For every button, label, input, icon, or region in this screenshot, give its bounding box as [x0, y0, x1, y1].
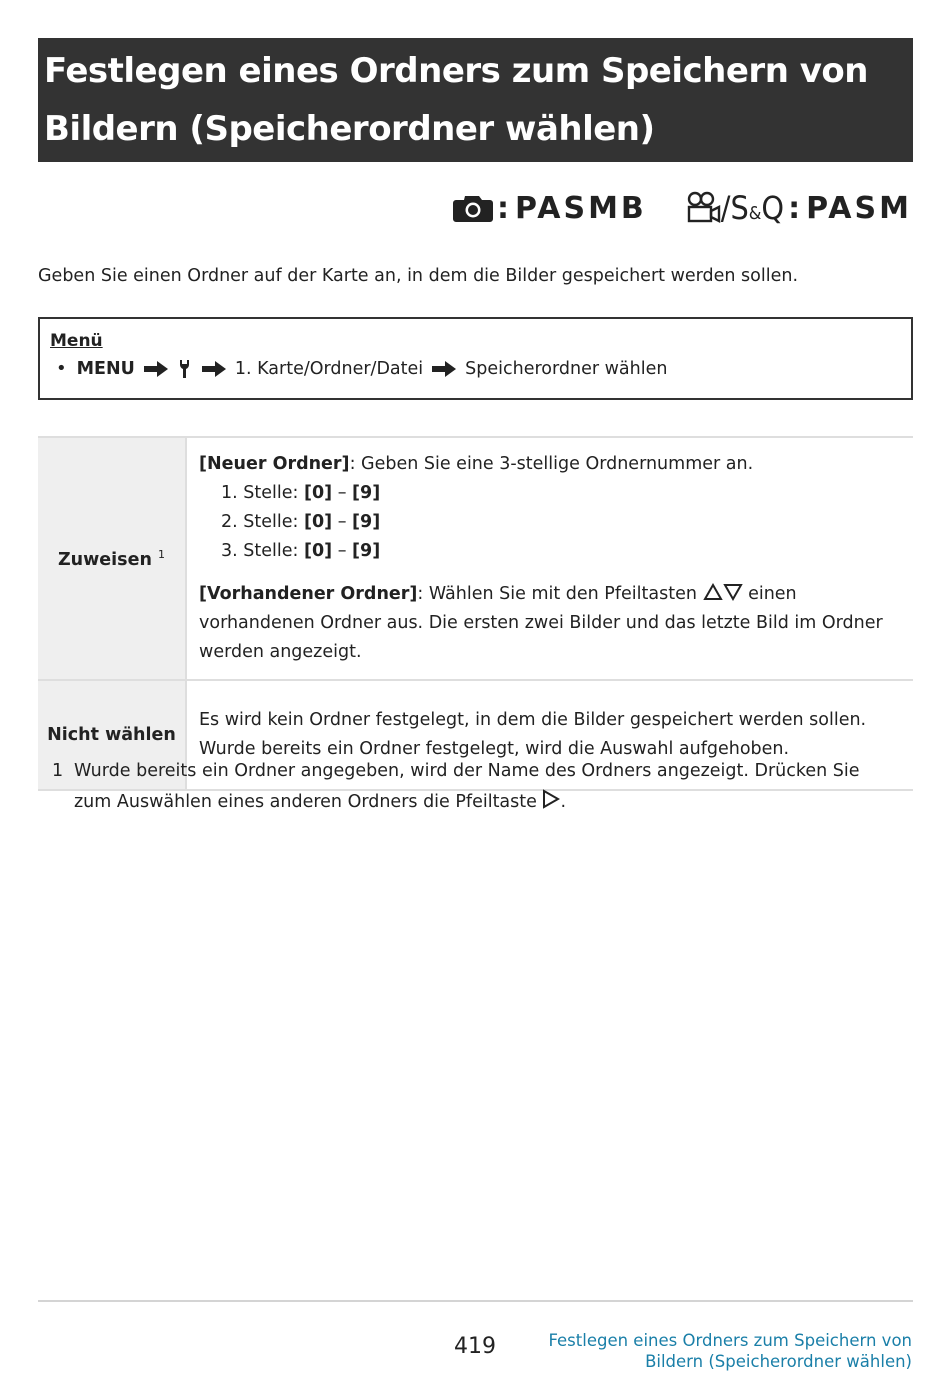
footnote-number: 1 — [52, 761, 64, 781]
new-folder-label: [Neuer Ordner] — [199, 454, 350, 474]
footer-link-line-1[interactable]: Festlegen eines Ordners zum Speichern von — [548, 1331, 912, 1350]
footnote — [52, 756, 902, 818]
row-desc-nicht-waehlen: Es wird kein Ordner festgelegt, in dem die Bilder gespeichert werden sollen. Wurde bereits ein Ordner festgelegt, wird die Auswahl aufgehoben. — [186, 680, 913, 790]
footer-divider — [38, 1300, 913, 1302]
page-number: 419 — [454, 1334, 496, 1359]
menu-word: MENU — [76, 359, 135, 379]
page-title: Festlegen eines Ordners zum Speichern von Bildern (Speicherordner wählen) — [44, 51, 868, 149]
footnote-text: Wurde bereits ein Ordner angegeben, wird der Name des Ordners angezeigt. Drücken Sie zum Auswählen eines anderen Ordners die Pfeiltaste — [74, 761, 860, 812]
bullet: • — [56, 358, 67, 379]
arrow-right-icon — [143, 360, 169, 378]
menu-step-2: Speicherordner wählen — [465, 359, 668, 379]
mode-indicator — [453, 186, 912, 230]
arrow-right-icon — [431, 360, 457, 378]
row-label-text: Zuweisen — [57, 549, 152, 570]
arrow-right-icon — [201, 360, 227, 378]
footnote-end: . — [560, 792, 567, 812]
existing-text-a: : Wählen Sie mit den Pfeiltasten — [417, 584, 703, 604]
new-folder-text: : Geben Sie eine 3-stellige Ordnernummer an. — [349, 454, 754, 474]
arrow-down-icon — [723, 583, 743, 601]
menu-box — [38, 317, 913, 400]
title-bar — [38, 38, 913, 162]
digit-list — [199, 479, 901, 566]
arrow-right-key-icon — [542, 789, 560, 809]
video-colon: : — [788, 190, 801, 226]
photo-modes: PASMB — [515, 190, 647, 226]
photo-colon: : — [497, 190, 510, 226]
video-amp: & — [748, 203, 762, 224]
row-label-zuweisen — [38, 437, 186, 680]
table-row — [38, 437, 913, 680]
settings-table — [38, 436, 913, 791]
video-prefix: /S — [720, 189, 749, 227]
list-item: 1. Stelle: [0] – [9] — [221, 483, 381, 503]
movie-camera-icon — [685, 191, 721, 225]
video-q: Q — [761, 189, 785, 227]
list-item: 2. Stelle: [0] – [9] — [221, 512, 381, 532]
footer-link-line-2[interactable]: Bildern (Speicherordner wählen) — [645, 1352, 912, 1371]
menu-step-1: 1. Karte/Ordner/Datei — [234, 359, 424, 379]
menu-heading: Menü — [50, 331, 103, 351]
footnote-ref: 1 — [158, 547, 166, 561]
footer-section-link[interactable] — [512, 1330, 912, 1372]
arrow-up-icon — [703, 583, 723, 601]
video-modes: PASM — [806, 190, 912, 226]
row-label-nicht-waehlen: Nicht wählen — [38, 680, 186, 790]
existing-text-b: einen vorhandenen Ordner aus. Die ersten zwei Bilder und das letzte Bild im Ordner werden angezeigt. — [199, 584, 883, 662]
wrench-icon — [179, 359, 191, 379]
existing-folder-label: [Vorhandener Ordner] — [199, 584, 418, 604]
camera-icon — [453, 193, 493, 223]
menu-path — [50, 353, 901, 385]
intro-text: Geben Sie einen Ordner auf der Karte an, in dem die Bilder gespeichert werden sollen. — [38, 266, 799, 286]
row-desc-zuweisen — [186, 437, 913, 680]
list-item: 3. Stelle: [0] – [9] — [221, 541, 381, 561]
